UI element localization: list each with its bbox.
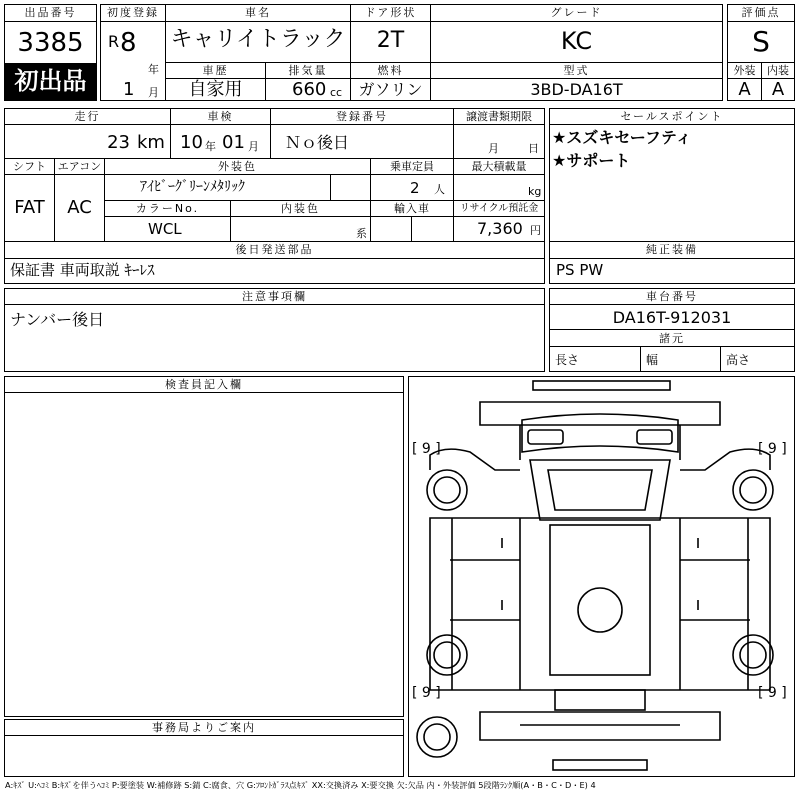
later-parts: 保証書 車両取説 ｷｰﾚｽ xyxy=(10,261,155,279)
chassis-number: DA16T-912031 xyxy=(612,308,732,327)
rear-right-tread-depth: [ 9 ] xyxy=(758,685,787,701)
chassis-number-label: 車台番号 xyxy=(646,290,698,303)
month-unit: 月 xyxy=(148,86,159,99)
inspection-year-unit: 年 xyxy=(205,140,216,153)
front-right-wheel xyxy=(733,470,773,510)
spare-wheel xyxy=(417,717,457,757)
registration-month: 1 xyxy=(123,79,135,100)
cargo-bed xyxy=(430,518,770,690)
damage-code-legend: A:ｷｽﾞ U:ﾍｺﾐ B:ｷｽﾞを伴うﾍｺﾐ P:要塗装 W:補修跡 S:錆 C:腐食、穴 G:ﾌﾛﾝﾄｶﾞﾗｽ点ｷｽﾞ XX:交換済み X:要交換 欠:欠品 内・外装評価 5段階ﾗﾝｸ順(A・B・C・D・E) 4 xyxy=(5,780,596,790)
exterior-color: ｱｲﾋﾞｰｸﾞﾘｰﾝﾒﾀﾘｯｸ xyxy=(140,179,245,195)
spare-tire xyxy=(578,588,622,632)
door-type: 2T xyxy=(376,28,405,53)
inspection-label: 車検 xyxy=(207,110,234,123)
inspection-year: 10 xyxy=(180,132,203,153)
front-left-wheel xyxy=(427,470,467,510)
model-label: 型式 xyxy=(563,64,590,77)
displacement-label: 排気量 xyxy=(288,64,328,77)
front-right-tread-depth: [ 9 ] xyxy=(758,441,787,457)
caution-text: ナンバー後日 xyxy=(10,310,105,329)
rear-right-wheel xyxy=(733,635,773,675)
score: S xyxy=(752,25,770,58)
max-load-unit: kg xyxy=(528,185,542,198)
car-name: キャリイトラック xyxy=(170,27,346,52)
history-label: 車歴 xyxy=(202,64,229,77)
grade: KC xyxy=(560,27,593,55)
inspector-notes-label: 検査員記入欄 xyxy=(165,378,243,391)
era-label: R xyxy=(108,32,120,51)
caution-label: 注意事項欄 xyxy=(242,290,307,303)
interior-color-label: 内装色 xyxy=(281,202,320,215)
import-label: 輸入車 xyxy=(394,202,430,215)
displacement-unit: cc xyxy=(330,86,343,99)
interior-color-unit: 系 xyxy=(356,227,367,240)
height-label: 高さ xyxy=(726,353,751,367)
shift-label: シフト xyxy=(13,160,46,173)
length-label: 長さ xyxy=(555,353,580,367)
first-registration-label: 初度登録 xyxy=(107,6,159,19)
fuel: ガソリン xyxy=(358,80,423,99)
genuine-equipment-label: 純正装備 xyxy=(646,243,698,256)
recycle-fee-label: リサイクル預託金 xyxy=(459,203,539,214)
capacity-unit: 人 xyxy=(434,183,445,196)
interior-label: 内装 xyxy=(767,64,789,77)
grade-label: グレード xyxy=(550,6,603,19)
transfer-deadline-label: 譲渡書類期限 xyxy=(466,110,532,123)
displacement: 660 xyxy=(292,79,327,100)
year-unit: 年 xyxy=(148,63,159,76)
office-notice-label: 事務局よりご案内 xyxy=(152,721,256,734)
specs-label: 諸元 xyxy=(659,332,685,345)
model: 3BD-DA16T xyxy=(530,80,623,99)
color-number: WCL xyxy=(148,220,182,238)
tailgate xyxy=(555,690,645,710)
recycle-fee: 7,360 xyxy=(477,219,523,238)
exterior-color-label: 外装色 xyxy=(218,160,257,173)
registration-year: 8 xyxy=(120,28,137,58)
capacity-label: 乗車定員 xyxy=(390,160,434,173)
recycle-fee-unit: 円 xyxy=(530,224,541,237)
ac-label: エアコン xyxy=(57,160,102,173)
car-name-label: 車名 xyxy=(245,6,271,19)
max-load-label: 最大積載量 xyxy=(471,160,527,173)
front-left-tread-depth: [ 9 ] xyxy=(412,441,441,457)
inspection-month-unit: 月 xyxy=(248,140,259,153)
sales-point-2: ★サポート xyxy=(552,151,631,170)
interior-grade: A xyxy=(771,79,785,100)
shift-type: FAT xyxy=(14,197,45,218)
first-listing-badge: 初出品 xyxy=(14,67,87,95)
exterior-grade: A xyxy=(738,79,751,100)
transfer-day-unit: 日 xyxy=(528,142,539,155)
registration-number-label: 登録番号 xyxy=(336,110,388,123)
width-label: 幅 xyxy=(646,353,659,367)
transfer-month-unit: 月 xyxy=(488,142,499,155)
capacity: 2 xyxy=(410,179,420,197)
history: 自家用 xyxy=(188,79,243,100)
air-conditioning: AC xyxy=(67,197,92,218)
windshield xyxy=(522,414,678,452)
genuine-equipment: PS PW xyxy=(556,261,604,279)
color-number-label: カラーNo. xyxy=(135,202,200,215)
door-type-label: ドア形状 xyxy=(364,6,417,19)
bed-floor xyxy=(550,525,650,675)
registration-number: Ｎｏ後日 xyxy=(285,133,350,152)
sales-point-1: ★スズキセーフティ xyxy=(552,128,692,147)
rear-left-tread-depth: [ 9 ] xyxy=(412,685,441,701)
later-parts-label: 後日発送部品 xyxy=(235,243,314,256)
mileage-label: 走行 xyxy=(74,110,101,123)
inspection-month: 01 xyxy=(222,132,245,153)
mileage-unit: km xyxy=(137,132,165,153)
rear-rail xyxy=(553,760,647,770)
roof-rail-top xyxy=(533,381,670,390)
exterior-label: 外装 xyxy=(733,64,756,77)
fuel-label: 燃料 xyxy=(377,64,404,77)
lot-number: 3385 xyxy=(17,28,84,58)
sales-point-label: セールスポイント xyxy=(620,110,724,123)
mileage: 23 xyxy=(107,132,130,153)
lot-number-label: 出品番号 xyxy=(24,6,77,19)
rear-bumper xyxy=(480,712,720,740)
rear-left-wheel xyxy=(427,635,467,675)
score-label: 評価点 xyxy=(741,6,781,19)
